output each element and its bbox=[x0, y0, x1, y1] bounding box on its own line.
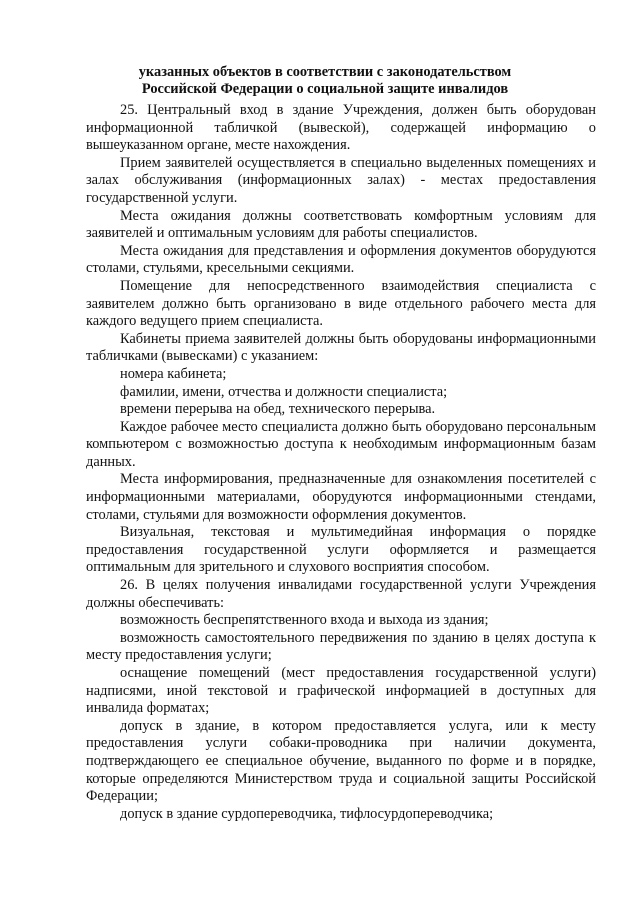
paragraph-workplace: Помещение для непосредственного взаимодействия специалиста с заявителем должно быть организовано в виде отдельного рабочего места для каждого ведущего прием специалиста. bbox=[86, 277, 596, 330]
list-item-specialist-name: фамилии, имени, отчества и должности специалиста; bbox=[120, 383, 448, 400]
list-item-interpreter: допуск в здание сурдопереводчика, тифлосурдопереводчика; bbox=[120, 805, 494, 822]
list-item-guide-dog: допуск в здание, в котором предоставляется услуга, или к месту предоставления услуги собаки-проводника при наличии документа, подтверждающего ее специальное обучение, выданного по форме и в порядке, которые определяются Министерством труда и социальной защиты Российской Федерации; bbox=[86, 717, 596, 805]
heading-line-2: Российской Федерации о социальной защите инвалидов bbox=[141, 81, 509, 97]
body-text bbox=[86, 102, 596, 823]
paragraph-reception: Прием заявителей осуществляется в специально выделенных помещениях и залах обслуживания (информационных залах) - местах предоставления государственной услуги. bbox=[86, 154, 596, 206]
paragraph-visual-info: Визуальная, текстовая и мультимедийная информация о порядке предоставления государственной услуги оформляется и размещается оптимальным для зрительного и слухового восприятия способом. bbox=[86, 524, 596, 576]
paragraph-waiting-furniture: Места ожидания для представления и оформления документов оборудуются столами, стульями, кресельными секциями. bbox=[86, 242, 596, 277]
paragraph-25-entrance: 25. Центральный вход в здание Учреждения, должен быть оборудован информационной табличкой (вывеской), содержащей информацию о вышеуказанном органе, месте нахождения. bbox=[86, 102, 596, 154]
paragraph-cabinets: Кабинеты приема заявителей должны быть оборудованы информационными табличками (вывесками) с указанием: bbox=[86, 330, 596, 365]
paragraph-info-places: Места информирования, предназначенные для ознакомления посетителей с информационными материалами, оборудуются информационными стендами, столами, стульями для возможности оформления документов. bbox=[86, 471, 596, 523]
list-item-free-access: возможность беспрепятственного входа и выхода из здания; bbox=[120, 612, 489, 629]
list-item-movement: возможность самостоятельного передвижения по зданию в целях доступа к месту предоставления услуги; bbox=[86, 629, 596, 664]
paragraph-waiting-comfort: Места ожидания должны соответствовать комфортным условиям для заявителей и оптимальным условиям для работы специалистов. bbox=[86, 207, 596, 242]
paragraph-computer: Каждое рабочее место специалиста должно быть оборудовано персональным компьютером с возможностью доступа к необходимым информационным базам данных. bbox=[86, 418, 596, 470]
heading-line-1: указанных объектов в соответствии с законодательством bbox=[138, 64, 512, 80]
paragraph-26-disabled: 26. В целях получения инвалидами государственной услуги Учреждения должны обеспечивать: bbox=[86, 577, 596, 611]
section-heading bbox=[100, 64, 550, 98]
list-item-room-number: номера кабинета; bbox=[120, 365, 227, 382]
list-item-break-time: времени перерыва на обед, технического перерыва. bbox=[120, 401, 436, 418]
list-item-signage: оснащение помещений (мест предоставления государственной услуги) надписями, иной текстовой и графической информацией в доступных для инвалида форматах; bbox=[86, 665, 596, 717]
